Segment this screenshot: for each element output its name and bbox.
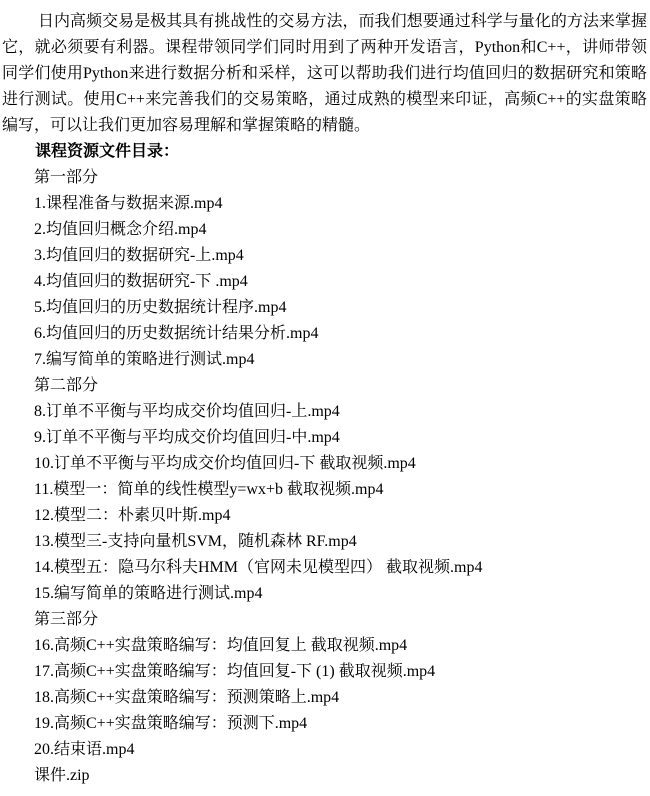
file-item: 18.高频C++实盘策略编写：预测策略上.mp4 (34, 689, 340, 706)
file-item: 6.均值回归的历史数据统计结果分析.mp4 (34, 325, 319, 342)
file-item: 8.订单不平衡与平均成交价均值回归-上.mp4 (34, 403, 340, 420)
file-item: 课件.zip (34, 767, 90, 784)
file-item: 14.模型五：隐马尔科夫HMM（官网未见模型四） 截取视频.mp4 (34, 559, 483, 576)
file-item: 19.高频C++实盘策略编写：预测下.mp4 (34, 715, 308, 732)
section-title: 第二部分 (34, 377, 99, 394)
directory-list (2, 165, 647, 789)
file-item: 12.模型二：朴素贝叶斯.mp4 (34, 507, 231, 524)
file-item: 7.编写简单的策略进行测试.mp4 (34, 351, 255, 368)
file-item: 1.课程准备与数据来源.mp4 (34, 195, 223, 212)
intro-paragraph: 日内高频交易是极其具有挑战性的交易方法，而我们想要通过科学与量化的方法来掌握它，就必须要有利器。课程带领同学们同时用到了两种开发语言，Python和C++，讲师带领同学们使用Python来进行数据分析和采样，这可以帮助我们进行均值回归的数据研究和策略进行测试。使用C++来完善我们的交易策略，通过成熟的模型来印证，高频C++的实盘策略编写，可以让我们更加容易理解和掌握策略的精髓。 (2, 13, 647, 134)
file-item: 3.均值回归的数据研究-上.mp4 (34, 247, 244, 264)
file-item: 20.结束语.mp4 (34, 741, 135, 758)
file-item: 13.模型三-支持向量机SVM，随机森林 RF.mp4 (34, 533, 357, 550)
file-item: 5.均值回归的历史数据统计程序.mp4 (34, 299, 287, 316)
file-item: 9.订单不平衡与平均成交价均值回归-中.mp4 (34, 429, 340, 446)
file-item: 4.均值回归的数据研究-下 .mp4 (34, 273, 248, 290)
file-item: 11.模型一：简单的线性模型y=wx+b 截取视频.mp4 (34, 481, 384, 498)
section-title: 第三部分 (34, 611, 99, 628)
directory-heading: 课程资源文件目录： (35, 143, 180, 160)
file-item: 2.均值回归概念介绍.mp4 (34, 221, 207, 238)
file-item: 15.编写简单的策略进行测试.mp4 (34, 585, 263, 602)
file-item: 16.高频C++实盘策略编写：均值回复上 截取视频.mp4 (34, 637, 408, 654)
file-item: 17.高频C++实盘策略编写：均值回复-下 (1) 截取视频.mp4 (34, 663, 436, 680)
section-title: 第一部分 (34, 169, 99, 186)
file-item: 10.订单不平衡与平均成交价均值回归-下 截取视频.mp4 (34, 455, 416, 472)
